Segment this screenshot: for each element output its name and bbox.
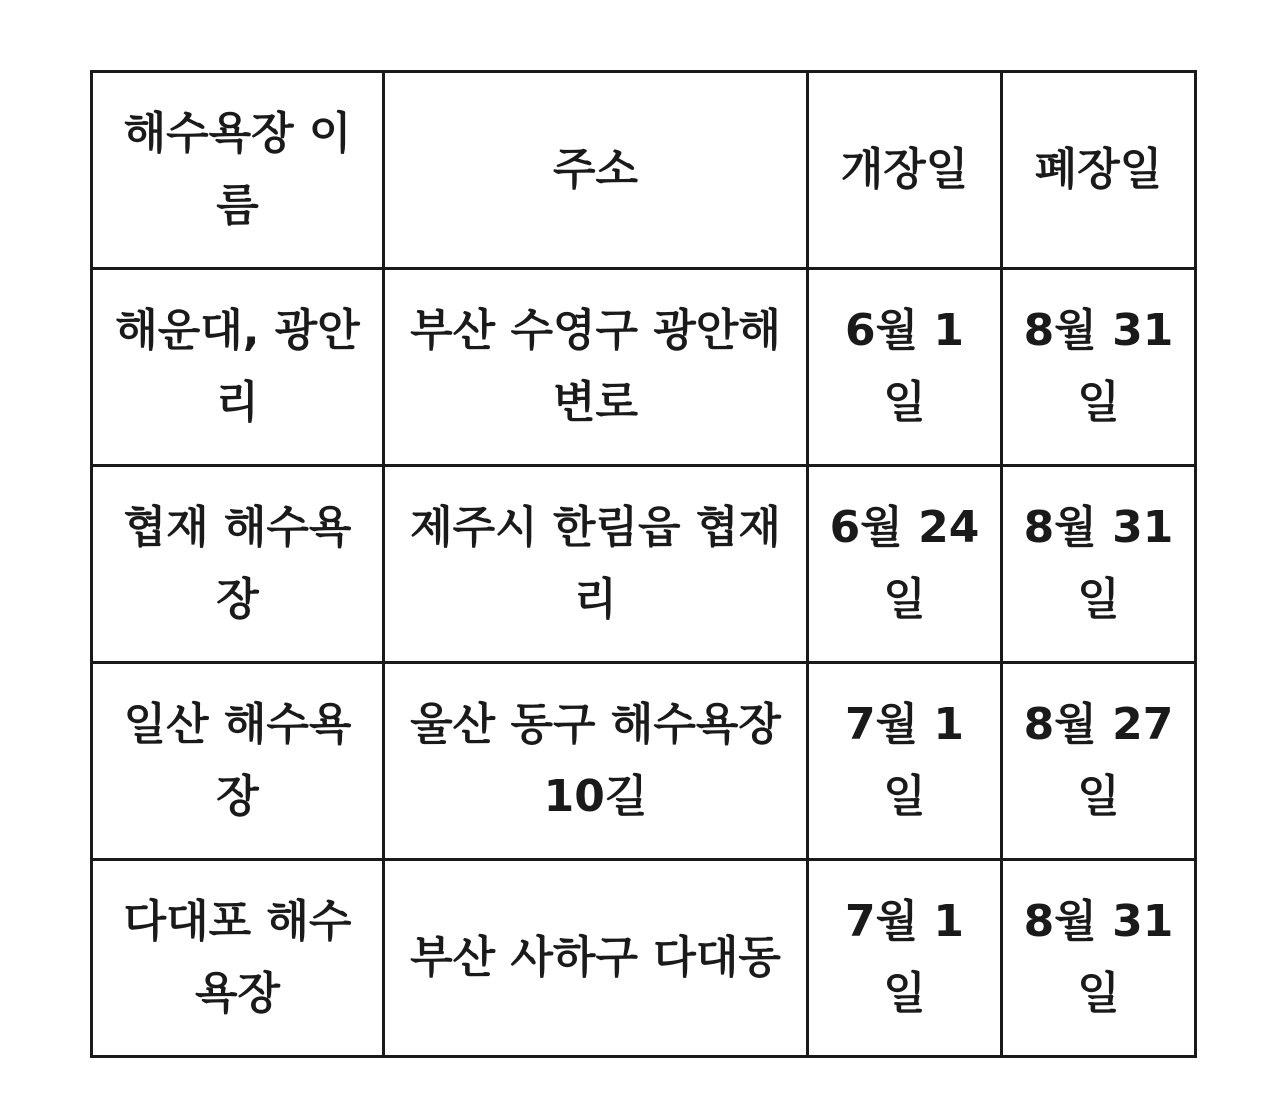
table-row bbox=[92, 860, 1196, 1057]
cell-open-date: 7월 1일 bbox=[808, 860, 1002, 1057]
header-open-date: 개장일 bbox=[808, 72, 1002, 269]
header-close-date: 폐장일 bbox=[1002, 72, 1196, 269]
cell-open-date: 7월 1일 bbox=[808, 663, 1002, 860]
table-row bbox=[92, 466, 1196, 663]
header-beach-name: 해수욕장 이름 bbox=[92, 72, 384, 269]
cell-address: 부산 사하구 다대동 bbox=[384, 860, 808, 1057]
cell-beach-name: 일산 해수욕장 bbox=[92, 663, 384, 860]
cell-close-date: 8월 27일 bbox=[1002, 663, 1196, 860]
beach-schedule-table bbox=[90, 70, 1197, 1058]
cell-beach-name: 다대포 해수욕장 bbox=[92, 860, 384, 1057]
cell-open-date: 6월 1일 bbox=[808, 269, 1002, 466]
cell-close-date: 8월 31일 bbox=[1002, 860, 1196, 1057]
table-row bbox=[92, 663, 1196, 860]
cell-beach-name: 해운대, 광안리 bbox=[92, 269, 384, 466]
table-row bbox=[92, 269, 1196, 466]
cell-beach-name: 협재 해수욕장 bbox=[92, 466, 384, 663]
cell-address: 제주시 한림읍 협재리 bbox=[384, 466, 808, 663]
cell-address: 울산 동구 해수욕장 10길 bbox=[384, 663, 808, 860]
cell-close-date: 8월 31일 bbox=[1002, 269, 1196, 466]
table-header-row bbox=[92, 72, 1196, 269]
cell-close-date: 8월 31일 bbox=[1002, 466, 1196, 663]
header-address: 주소 bbox=[384, 72, 808, 269]
cell-address: 부산 수영구 광안해변로 bbox=[384, 269, 808, 466]
cell-open-date: 6월 24일 bbox=[808, 466, 1002, 663]
